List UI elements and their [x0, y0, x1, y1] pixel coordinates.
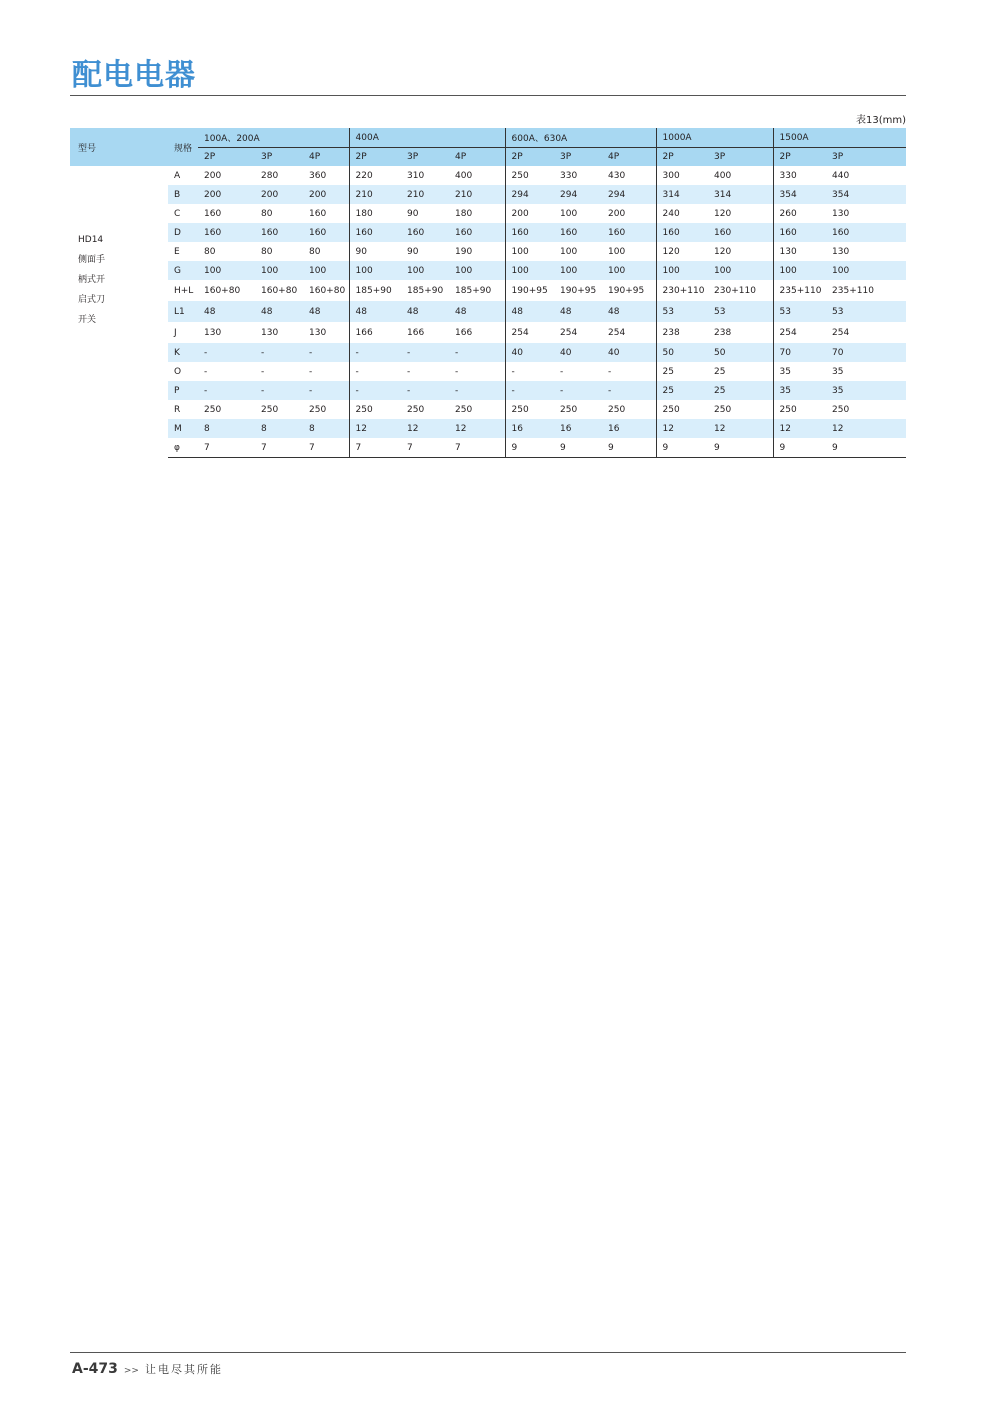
dimension-label: L1	[168, 301, 198, 322]
dimension-value: 12	[773, 419, 826, 438]
dimension-value: 35	[773, 381, 826, 400]
dimension-value: 310	[407, 170, 425, 181]
table-row	[70, 280, 906, 301]
dimension-value: 7	[349, 438, 401, 458]
dimension-value: 250	[261, 404, 279, 415]
dimension-value: 235+110	[773, 280, 826, 301]
dimension-value: 25	[708, 381, 773, 400]
dimension-value: 100	[303, 261, 349, 280]
dimension-value: 12	[708, 419, 773, 438]
dimension-value: 166	[455, 327, 473, 338]
dimension-value: 48	[401, 301, 449, 322]
dimension-value: 48	[449, 301, 505, 322]
pole-header: 3P	[401, 148, 449, 167]
dimension-value: 210	[401, 185, 449, 204]
dimension-value: 200	[198, 185, 255, 204]
dimension-value: 160	[602, 223, 656, 242]
dimension-value: 100	[198, 261, 255, 280]
page-number: A-473	[72, 1361, 118, 1377]
dimension-value: 238	[714, 327, 732, 338]
dimension-value: 12	[401, 419, 449, 438]
dimension-label: M	[168, 419, 198, 438]
dimension-value: 120	[656, 242, 708, 261]
dimension-value: 294	[505, 185, 554, 204]
dimension-value: -	[554, 381, 602, 400]
table-row	[70, 185, 906, 204]
dimension-value: 100	[602, 261, 656, 280]
dimension-value: 100	[505, 242, 554, 261]
dimension-value: 180	[455, 208, 473, 219]
dimension-value: -	[449, 381, 505, 400]
dimension-value: 250	[773, 400, 826, 419]
dimension-value: 100	[255, 261, 303, 280]
dimension-value: 160	[449, 223, 505, 242]
dimension-value: 48	[303, 301, 349, 322]
table-body	[70, 166, 906, 458]
dimension-value: 240	[656, 204, 708, 223]
dimension-value: -	[401, 343, 449, 362]
pole-header: 2P	[198, 148, 255, 167]
dimension-value: 53	[773, 301, 826, 322]
table-row	[70, 438, 906, 458]
dimension-value: -	[407, 366, 411, 377]
dimension-value: 400	[455, 170, 473, 181]
dimension-value: 200	[255, 185, 303, 204]
pole-header: 2P	[656, 148, 708, 167]
dimension-value: 250	[204, 404, 222, 415]
dimension-value: 35	[773, 362, 826, 381]
dimension-value: 12	[656, 419, 708, 438]
dimension-value: 53	[826, 301, 906, 322]
dimension-value: 250	[608, 404, 626, 415]
dimension-value: 190+95	[560, 285, 597, 296]
dimension-value: 200	[204, 170, 222, 181]
dimension-value: 200	[505, 204, 554, 223]
dimension-value: 16	[602, 419, 656, 438]
dimension-value: 130	[832, 246, 850, 257]
dimension-value: 80	[261, 208, 273, 219]
dimension-value: 9	[826, 438, 906, 458]
table-row	[70, 261, 906, 280]
dimension-value: 7	[401, 438, 449, 458]
dimension-value: 8	[255, 419, 303, 438]
dimension-value: 160	[826, 223, 906, 242]
pole-header: 2P	[505, 148, 554, 167]
dimension-value: 250	[560, 404, 578, 415]
table-row	[70, 381, 906, 400]
dimension-value: 280	[261, 170, 279, 181]
dimension-value: 50	[656, 343, 708, 362]
dimension-value: 254	[505, 322, 554, 343]
dimension-value: 235+110	[832, 285, 874, 296]
dimension-value: 100	[505, 261, 554, 280]
dimension-value: 12	[349, 419, 401, 438]
dimension-value: 160	[708, 223, 773, 242]
dimension-value: 180	[349, 204, 401, 223]
dimension-value: 70	[773, 343, 826, 362]
dimension-value: 185+90	[349, 280, 401, 301]
dimension-value: -	[349, 362, 401, 381]
dimension-value: -	[602, 381, 656, 400]
dimension-value: 100	[449, 261, 505, 280]
dimension-value: 238	[656, 322, 708, 343]
model-name-line: 柄式开	[78, 275, 106, 285]
dimension-value: 100	[554, 261, 602, 280]
pole-header: 4P	[449, 148, 505, 167]
dimension-label: B	[168, 185, 198, 204]
dimension-value: 130	[204, 327, 222, 338]
table-note: 表13(mm)	[855, 115, 906, 126]
model-name-line: HD14	[78, 235, 104, 245]
dimension-value: 190+95	[505, 280, 554, 301]
dimension-value: 230+110	[714, 285, 756, 296]
dimension-value: 430	[608, 170, 626, 181]
dimension-value: 9	[602, 438, 656, 458]
pole-header: 3P	[708, 148, 773, 167]
dimension-label: J	[174, 327, 177, 338]
table-row	[70, 166, 906, 185]
dimension-value: 120	[714, 246, 732, 257]
dimension-value: 100	[349, 261, 401, 280]
dimension-label: A	[174, 170, 181, 181]
dimension-value: -	[255, 343, 303, 362]
dimension-value: 160	[773, 223, 826, 242]
dimension-value: 314	[708, 185, 773, 204]
dimension-value: 16	[554, 419, 602, 438]
page-footer	[72, 1361, 223, 1377]
dimension-label: D	[168, 223, 198, 242]
dimension-value: 330	[560, 170, 578, 181]
dimension-value: -	[608, 366, 612, 377]
dimension-value: 50	[708, 343, 773, 362]
dimension-value: 100	[608, 246, 626, 257]
model-name-line: 启式刀	[78, 295, 106, 305]
dimension-value: 80	[204, 246, 216, 257]
dimension-value: -	[198, 381, 255, 400]
dimension-value: 360	[309, 170, 327, 181]
dimension-label: E	[174, 246, 180, 257]
dimension-value: 35	[826, 381, 906, 400]
dimension-value: 100	[560, 208, 578, 219]
dimension-value: 254	[773, 322, 826, 343]
dimension-value: 100	[401, 261, 449, 280]
dimension-value: 35	[832, 366, 844, 377]
dimension-value: 160+80	[261, 285, 298, 296]
dimension-value: 25	[656, 362, 708, 381]
table-row	[70, 301, 906, 322]
table-header	[70, 128, 906, 166]
dimension-value: 354	[826, 185, 906, 204]
dimension-label: K	[168, 343, 198, 362]
dimension-value: 40	[505, 343, 554, 362]
dimension-value: 130	[773, 242, 826, 261]
dimension-value: 160	[505, 223, 554, 242]
dimension-value: 9	[773, 438, 826, 458]
dimension-value: 166	[407, 327, 425, 338]
dimension-value: 254	[560, 327, 578, 338]
dimension-table	[70, 128, 906, 458]
dimension-value: 40	[554, 343, 602, 362]
dimension-value: 53	[656, 301, 708, 322]
dimension-value: 210	[349, 185, 401, 204]
footer-slogan: 让电尽其所能	[144, 1363, 223, 1376]
dimension-value: 48	[198, 301, 255, 322]
table-row	[70, 362, 906, 381]
dimension-value: 250	[349, 400, 401, 419]
dimension-label: H+L	[174, 285, 194, 296]
dimension-value: 16	[505, 419, 554, 438]
dimension-value: 260	[773, 204, 826, 223]
footer-divider	[70, 1352, 906, 1353]
dimension-value: 48	[349, 301, 401, 322]
dimension-value: 90	[407, 246, 419, 257]
dimension-value: 294	[554, 185, 602, 204]
dimension-value: 250	[309, 404, 327, 415]
dimension-value: 200	[608, 208, 626, 219]
page-title: 配电电器	[72, 58, 196, 93]
table-row	[70, 322, 906, 343]
dimension-value: -	[255, 381, 303, 400]
dimension-value: 8	[198, 419, 255, 438]
dimension-value: -	[449, 343, 505, 362]
title-divider	[70, 95, 906, 96]
dimension-value: -	[303, 343, 349, 362]
table-row	[70, 204, 906, 223]
dimension-value: 70	[826, 343, 906, 362]
rating-group-header: 100A、200A	[204, 134, 260, 144]
dimension-value: -	[505, 362, 554, 381]
dimension-value: 48	[602, 301, 656, 322]
dimension-value: 80	[309, 246, 321, 257]
dimension-value: 130	[309, 327, 327, 338]
dimension-value: 12	[449, 419, 505, 438]
dimension-value: 250	[832, 404, 850, 415]
dimension-value: 330	[773, 166, 826, 185]
dimension-value: -	[349, 343, 401, 362]
pole-header: 3P	[826, 148, 906, 167]
dimension-value: 130	[261, 327, 279, 338]
dimension-value: 210	[449, 185, 505, 204]
dimension-value: 254	[832, 327, 850, 338]
dimension-value: 90	[349, 242, 401, 261]
table-row	[70, 419, 906, 438]
dimension-value: 250	[505, 166, 554, 185]
dimension-value: 166	[349, 322, 401, 343]
dimension-value: 440	[832, 170, 850, 181]
dimension-value: 80	[261, 246, 273, 257]
dimension-value: 7	[255, 438, 303, 458]
dimension-value: 160+80	[204, 285, 241, 296]
dimension-label: G	[168, 261, 198, 280]
dimension-label: φ	[168, 438, 198, 458]
dimension-value: 250	[714, 404, 732, 415]
table-row	[70, 400, 906, 419]
dimension-value: 250	[656, 400, 708, 419]
dimension-value: 190	[455, 246, 473, 257]
table-row	[70, 343, 906, 362]
dimension-value: -	[261, 366, 265, 377]
dimension-value: 160	[198, 223, 255, 242]
dimension-value: 230+110	[656, 280, 708, 301]
dimension-value: 7	[303, 438, 349, 458]
spec-header: 规格	[174, 143, 193, 154]
dimension-value: 250	[505, 400, 554, 419]
dimension-value: -	[505, 381, 554, 400]
dimension-value: -	[560, 366, 564, 377]
dimension-value: 185+90	[407, 285, 444, 296]
dimension-value: 160	[309, 208, 327, 219]
dimension-label: P	[168, 381, 198, 400]
dimension-value: 160	[401, 223, 449, 242]
dimension-value: 160	[255, 223, 303, 242]
dimension-value: 250	[455, 404, 473, 415]
dimension-value: 90	[407, 208, 419, 219]
dimension-value: -	[309, 366, 313, 377]
dimension-value: 220	[349, 166, 401, 185]
dimension-value: 160+80	[309, 285, 346, 296]
dimension-value: 48	[554, 301, 602, 322]
dimension-value: 190+95	[608, 285, 645, 296]
dimension-value: -	[204, 366, 208, 377]
pole-header: 3P	[255, 148, 303, 167]
dimension-value: 12	[826, 419, 906, 438]
dimension-value: 160	[656, 223, 708, 242]
dimension-value: 7	[198, 438, 255, 458]
dimension-value: 185+90	[455, 285, 492, 296]
pole-header: 2P	[349, 148, 401, 167]
rating-group-header: 600A、630A	[505, 128, 656, 148]
rating-group-header: 1000A	[656, 128, 773, 148]
dimension-value: 160	[554, 223, 602, 242]
table-row	[70, 223, 906, 242]
dimension-value: -	[401, 381, 449, 400]
pole-header: 4P	[602, 148, 656, 167]
dimension-value: 53	[708, 301, 773, 322]
dimension-label: O	[174, 366, 182, 377]
dimension-value: 254	[608, 327, 626, 338]
dimension-value: 9	[656, 438, 708, 458]
dimension-value: -	[303, 381, 349, 400]
model-name-cell	[70, 166, 168, 458]
dimension-value: -	[198, 343, 255, 362]
footer-arrows: >>	[123, 1366, 139, 1376]
dimension-value: 100	[773, 261, 826, 280]
dimension-value: 25	[714, 366, 726, 377]
dimension-value: 48	[505, 301, 554, 322]
model-name-line: 开关	[78, 315, 97, 325]
dimension-value: 300	[656, 166, 708, 185]
dimension-value: 160	[204, 208, 222, 219]
dimension-value: -	[349, 381, 401, 400]
model-name-line: 侧面手	[78, 255, 106, 265]
dimension-value: 250	[407, 404, 425, 415]
dimension-value: 130	[832, 208, 850, 219]
dimension-value: 314	[656, 185, 708, 204]
pole-header: 4P	[303, 148, 349, 167]
rating-group-header: 400A	[349, 128, 505, 148]
dimension-value: 40	[602, 343, 656, 362]
dimension-label: R	[174, 404, 181, 415]
dimension-value: 294	[602, 185, 656, 204]
dimension-value: 9	[708, 438, 773, 458]
dimension-value: 7	[449, 438, 505, 458]
dimension-value: -	[455, 366, 459, 377]
dimension-label: C	[174, 208, 181, 219]
dimension-value: 160	[303, 223, 349, 242]
rating-group-header: 1500A	[773, 128, 906, 148]
dimension-value: 8	[303, 419, 349, 438]
dimension-value: 9	[554, 438, 602, 458]
dimension-value: 9	[505, 438, 554, 458]
model-header: 型号	[78, 143, 97, 154]
dimension-value: 120	[714, 208, 732, 219]
dimension-value: 100	[656, 261, 708, 280]
dimension-value: 160	[349, 223, 401, 242]
dimension-value: 100	[708, 261, 773, 280]
pole-header: 2P	[773, 148, 826, 167]
dimension-value: 200	[303, 185, 349, 204]
dimension-value: 100	[826, 261, 906, 280]
dimension-value: 354	[773, 185, 826, 204]
dimension-value: 25	[656, 381, 708, 400]
dimension-value: 100	[560, 246, 578, 257]
table-row	[70, 242, 906, 261]
pole-header: 3P	[554, 148, 602, 167]
dimension-value: 400	[714, 170, 732, 181]
dimension-value: 48	[255, 301, 303, 322]
